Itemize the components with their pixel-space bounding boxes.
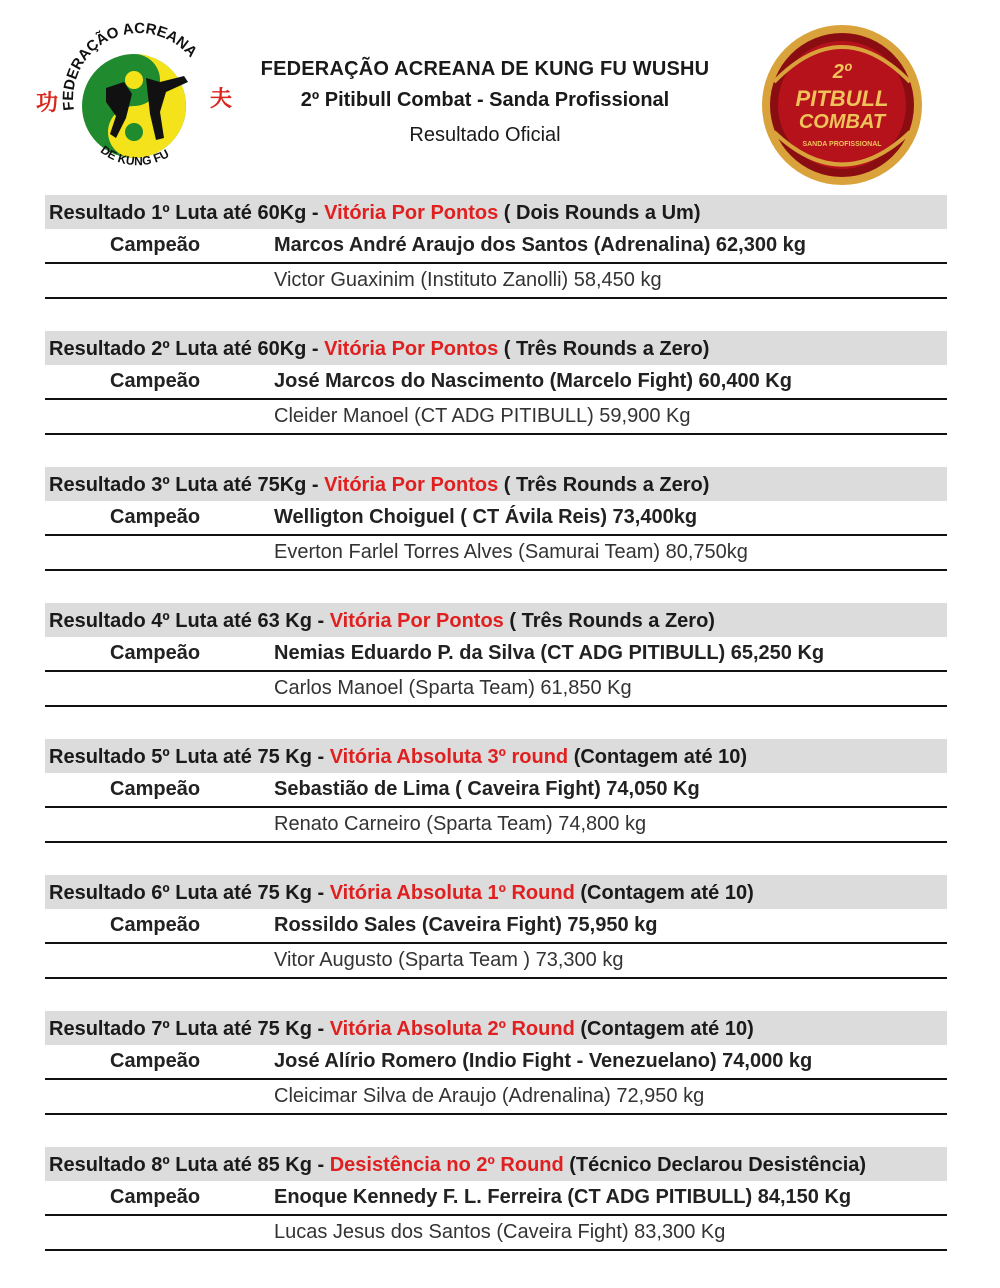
fight-result-detail: (Contagem até 10) (568, 746, 748, 768)
opponent-row (45, 808, 947, 843)
logo-subtitle: SANDA PROFISSIONAL (802, 141, 882, 148)
champion-label: Campeão (110, 234, 201, 256)
fight-result: Vitória Por Pontos (329, 610, 504, 632)
fight-result-block (45, 875, 947, 1011)
champion-row (45, 501, 947, 536)
champion-row (45, 1045, 947, 1080)
fight-result-detail: (Contagem até 10) (574, 1018, 754, 1040)
champion-row (45, 1181, 947, 1216)
opponent-name: Lucas Jesus dos Santos (Caveira Fight) 83,300 Kg (274, 1221, 726, 1243)
fight-title: Resultado 4º Luta até 63 Kg - (49, 610, 330, 632)
champion-row (45, 773, 947, 808)
fight-header (45, 875, 947, 909)
event-title: 2º Pitibull Combat - Sanda Profissional (300, 89, 670, 111)
opponent-row (45, 400, 947, 435)
fight-header (45, 1147, 947, 1181)
fight-result-block (45, 331, 947, 467)
opponent-name: Vitor Augusto (Sparta Team ) 73,300 kg (274, 949, 624, 971)
federation-title: FEDERAÇÃO ACREANA DE KUNG FU WUSHU (260, 58, 710, 80)
fight-header (45, 467, 947, 501)
fight-result: Vitória Por Pontos (324, 202, 499, 224)
logo-text-top: FEDERAÇÃO ACREANA (59, 20, 201, 112)
champion-name: Marcos André Araujo dos Santos (Adrenalina) 62,300 kg (274, 234, 806, 256)
champion-name: Welligton Choiguel ( CT Ávila Reis) 73,400kg (274, 506, 698, 528)
fight-result: Vitória Absoluta 3º round (329, 746, 569, 768)
results-list (45, 195, 947, 1283)
fight-result-block (45, 195, 947, 331)
logo-char-left: 功 (36, 90, 59, 115)
champion-label: Campeão (110, 914, 201, 936)
fight-header (45, 739, 947, 773)
logo-text-bottom: DE KUNG FU (97, 142, 172, 169)
champion-name: Nemias Eduardo P. da Silva (CT ADG PITIBULL) 65,250 Kg (274, 642, 825, 664)
champion-row (45, 229, 947, 264)
fight-title: Resultado 5º Luta até 75 Kg - (49, 746, 330, 768)
champion-label: Campeão (110, 506, 201, 528)
fight-result-block (45, 467, 947, 603)
fight-title: Resultado 1º Luta até 60Kg - (49, 202, 325, 224)
fight-result-detail: ( Três Rounds a Zero) (503, 610, 715, 632)
opponent-row (45, 1080, 947, 1115)
logo-char-right: 夫 (210, 86, 233, 111)
fight-result: Vitória Por Pontos (324, 474, 499, 496)
fight-result-detail: ( Três Rounds a Zero) (498, 338, 710, 360)
champion-label: Campeão (110, 778, 201, 800)
logo-number: 2º (832, 61, 852, 83)
opponent-row (45, 672, 947, 707)
opponent-name: Victor Guaxinim (Instituto Zanolli) 58,450 kg (274, 269, 662, 291)
fight-result-detail: ( Dois Rounds a Um) (498, 202, 701, 224)
fight-header (45, 1011, 947, 1045)
champion-row (45, 637, 947, 672)
fight-title: Resultado 6º Luta até 75 Kg - (49, 882, 330, 904)
opponent-row (45, 264, 947, 299)
pitibull-combat-logo-icon (754, 22, 930, 188)
fight-result-detail: (Técnico Declarou Desistência) (563, 1154, 867, 1176)
document-header (0, 0, 1000, 190)
champion-name: José Alírio Romero (Indio Fight - Venezuelano) 74,000 kg (274, 1050, 813, 1072)
champion-label: Campeão (110, 1186, 201, 1208)
fight-result-detail: (Contagem até 10) (574, 882, 754, 904)
champion-label: Campeão (110, 642, 201, 664)
fight-title: Resultado 8º Luta até 85 Kg - (49, 1154, 330, 1176)
opponent-name: Carlos Manoel (Sparta Team) 61,850 Kg (274, 677, 632, 699)
champion-name: Enoque Kennedy F. L. Ferreira (CT ADG PITIBULL) 84,150 Kg (274, 1186, 852, 1208)
champion-row (45, 909, 947, 944)
champion-label: Campeão (110, 370, 201, 392)
opponent-name: Cleicimar Silva de Araujo (Adrenalina) 72,950 kg (274, 1085, 705, 1107)
champion-name: Rossildo Sales (Caveira Fight) 75,950 kg (274, 914, 658, 936)
fight-result-block (45, 1147, 947, 1283)
document-subtitle: Resultado Oficial (409, 124, 561, 146)
fight-result-block (45, 1011, 947, 1147)
fight-result: Vitória Por Pontos (324, 338, 499, 360)
fight-result-block (45, 739, 947, 875)
opponent-name: Renato Carneiro (Sparta Team) 74,800 kg (274, 813, 647, 835)
fight-result-block (45, 603, 947, 739)
champion-name: José Marcos do Nascimento (Marcelo Fight) 60,400 Kg (274, 370, 792, 392)
logo-word-1: PITBULL (795, 86, 889, 111)
fight-result: Desistência no 2º Round (329, 1154, 564, 1176)
fight-header (45, 331, 947, 365)
logo-word-2: COMBAT (798, 111, 886, 133)
fight-title: Resultado 7º Luta até 75 Kg - (49, 1018, 330, 1040)
fight-title: Resultado 2º Luta até 60Kg - (49, 338, 325, 360)
fight-title: Resultado 3º Luta até 75Kg - (49, 474, 325, 496)
header-titles (250, 56, 720, 152)
opponent-name: Cleider Manoel (CT ADG PITIBULL) 59,900 Kg (274, 405, 691, 427)
fight-header (45, 603, 947, 637)
fight-result: Vitória Absoluta 2º Round (329, 1018, 575, 1040)
champion-label: Campeão (110, 1050, 201, 1072)
fight-result-detail: ( Três Rounds a Zero) (498, 474, 710, 496)
opponent-name: Everton Farlel Torres Alves (Samurai Team) 80,750kg (274, 541, 748, 563)
opponent-row (45, 944, 947, 979)
champion-name: Sebastião de Lima ( Caveira Fight) 74,050 Kg (274, 778, 700, 800)
fight-result: Vitória Absoluta 1º Round (329, 882, 575, 904)
opponent-row (45, 1216, 947, 1251)
fight-header (45, 195, 947, 229)
champion-row (45, 365, 947, 400)
opponent-row (45, 536, 947, 571)
federacao-acreana-logo-icon (34, 18, 234, 178)
